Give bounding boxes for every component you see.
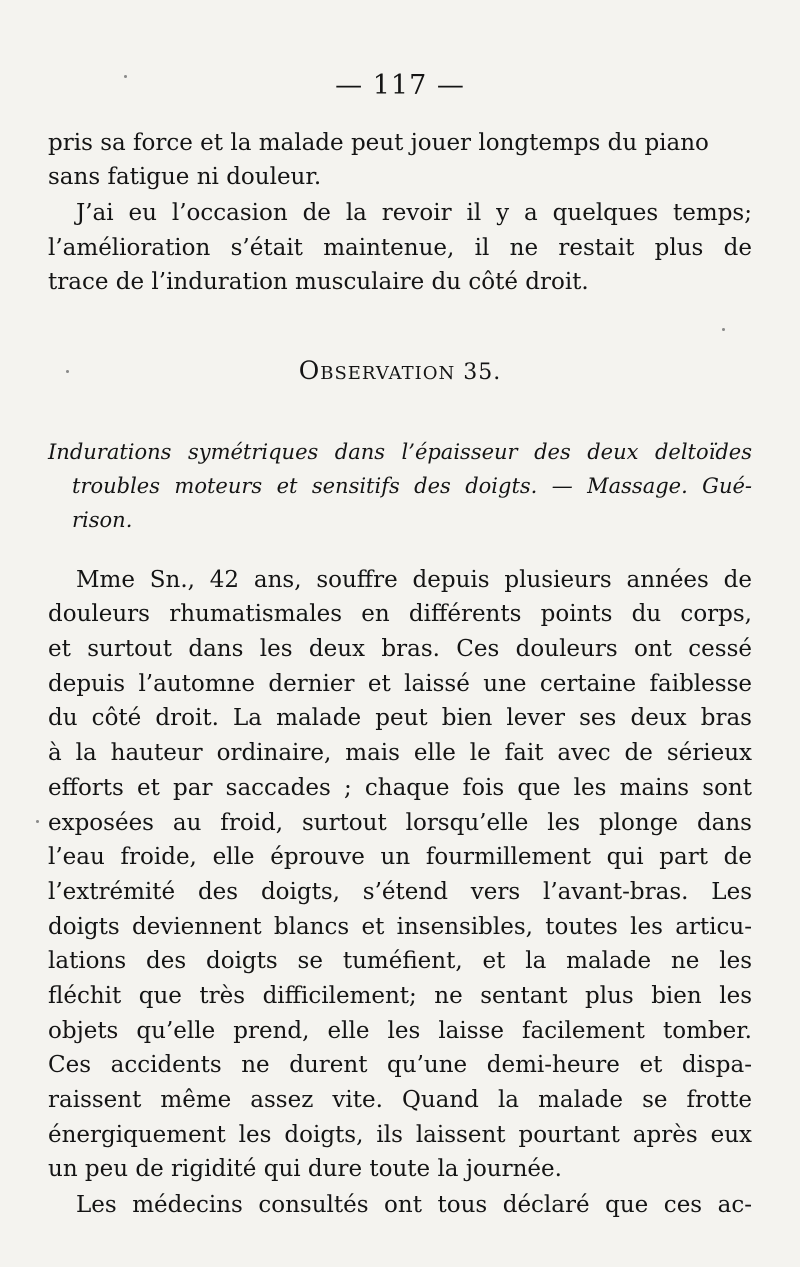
text-line: douleurs rhumatismales en différents points du corps, <box>48 601 752 627</box>
text-line: lations des doigts se tuméfient, et la malade ne les <box>48 948 752 974</box>
text-line: Ces accidents ne durent qu’une demi-heure et dispa- <box>48 1052 752 1078</box>
summary-line: Indurations symétriques dans l’épaisseur des deux deltoïdes <box>48 440 752 464</box>
text-line: efforts et par saccades ; chaque fois que les mains sont <box>48 775 752 801</box>
page-number: — 117 — <box>335 70 465 101</box>
text-line: J’ai eu l’occasion de la revoir il y a quelques temps; <box>76 200 752 226</box>
text-line: doigts deviennent blancs et insensibles, toutes les articu- <box>48 914 752 940</box>
print-speck <box>66 370 69 373</box>
heading-word: BSERVATION <box>320 363 456 384</box>
print-speck <box>36 820 39 823</box>
observation-heading <box>0 356 800 385</box>
print-speck <box>124 75 127 78</box>
summary-line: troubles moteurs et sensitifs des doigts. — Massage. Gué- <box>72 474 752 498</box>
text-line: objets qu’elle prend, elle les laisse facilement tomber. <box>48 1018 752 1044</box>
text-line: à la hauteur ordinaire, mais elle le fait avec de sérieux <box>48 740 752 766</box>
text-line: et surtout dans les deux bras. Ces douleurs ont cessé <box>48 636 752 662</box>
text-line: Mme Sn., 42 ans, souffre depuis plusieurs années de <box>76 567 752 593</box>
text-line: fléchit que très difficilement; ne sentant plus bien les <box>48 983 752 1009</box>
text-line: du côté droit. La malade peut bien lever ses deux bras <box>48 705 752 731</box>
text-line: l’eau froide, elle éprouve un fourmillement qui part de <box>48 844 752 870</box>
print-speck <box>722 328 725 331</box>
text-line: un peu de rigidité qui dure toute la journée. <box>48 1156 562 1182</box>
text-line: raissent même assez vite. Quand la malade se frotte <box>48 1087 752 1113</box>
text-line <box>48 128 752 158</box>
heading-number: 35. <box>463 360 502 385</box>
line-text: pris sa force et la malade peut jouer longtemps du piano <box>48 130 709 156</box>
text-line: l’extrémité des doigts, s’étend vers l’avant-bras. Les <box>48 879 752 905</box>
text-line: sans fatigue ni douleur. <box>48 164 322 190</box>
text-line: exposées au froid, surtout lorsqu’elle les plonge dans <box>48 810 752 836</box>
text-line: Les médecins consultés ont tous déclaré que ces ac- <box>76 1192 752 1218</box>
text-line: trace de l’induration musculaire du côté droit. <box>48 269 589 295</box>
text-line: depuis l’automne dernier et laissé une certaine faiblesse <box>48 671 752 697</box>
text-line: l’amélioration s’était maintenue, il ne restait plus de <box>48 235 752 261</box>
summary-line: rison. <box>72 508 133 532</box>
heading-initial: O <box>298 356 321 385</box>
text-line: énergiquement les doigts, ils laissent pourtant après eux <box>48 1122 752 1148</box>
